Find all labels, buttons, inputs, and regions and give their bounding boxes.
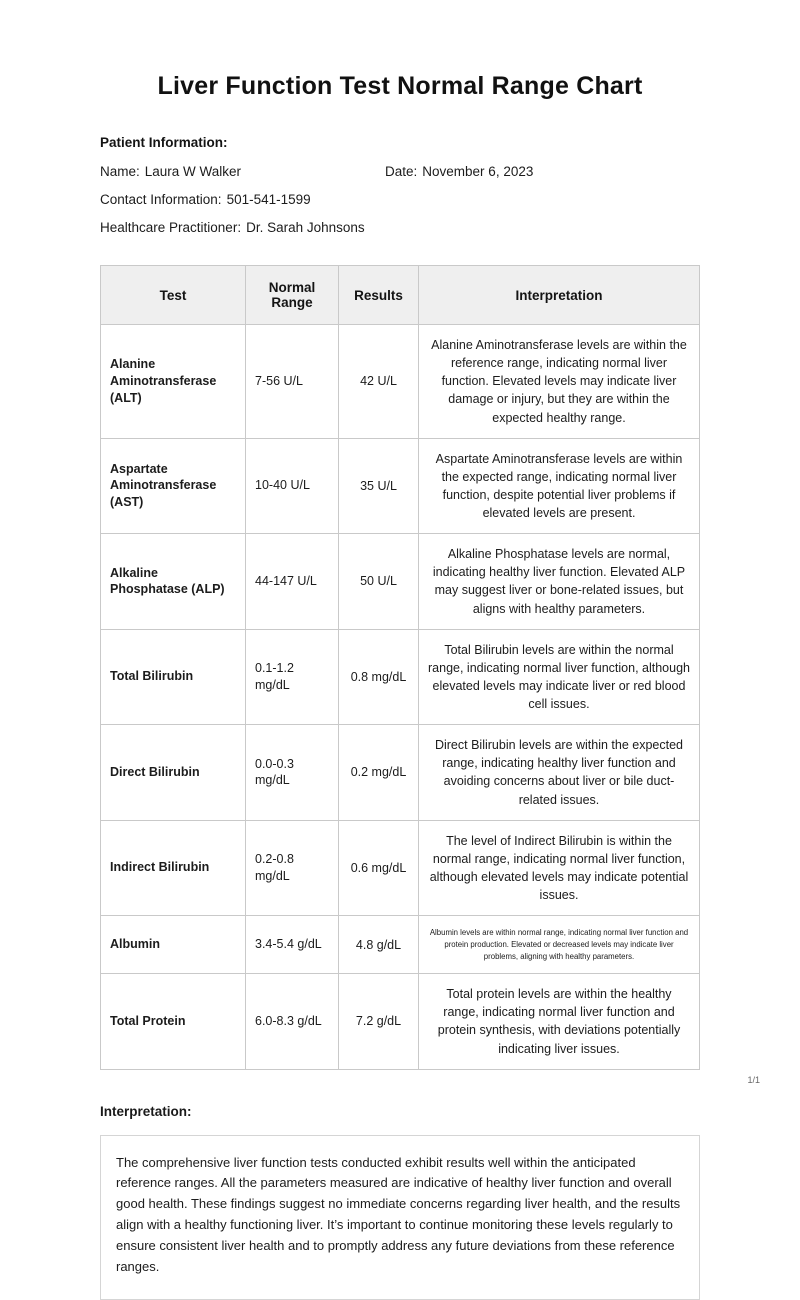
cell-interpretation: Alanine Aminotransferase levels are within the reference range, indicating normal liver function. Elevated levels may indicate liver damage or injury, but they are within the expected healthy range. — [419, 325, 700, 439]
table-row — [101, 974, 700, 1070]
column-header-interpretation: Interpretation — [419, 266, 700, 325]
cell-result: 0.6 mg/dL — [339, 820, 419, 916]
date-label: Date: — [385, 164, 418, 179]
table-row — [101, 820, 700, 916]
patient-row-name-date — [100, 164, 700, 179]
cell-result: 0.8 mg/dL — [339, 629, 419, 725]
interpretation-text: The comprehensive liver function tests conducted exhibit results well within the anticipated reference ranges. All the parameters measured are indicative of healthy liver function and overall good health. These findings suggest no immediate concerns regarding liver health, and the results align with a healthy functioning liver. It’s important to continue monitoring these levels regularly to ensure consistent liver health and to promptly address any future deviations from these reference ranges. — [100, 1135, 700, 1300]
name-value: Laura W Walker — [144, 164, 242, 179]
contact-label: Contact Information: — [100, 192, 222, 207]
table-row — [101, 916, 700, 974]
column-header-test: Test — [101, 266, 246, 325]
cell-range: 44-147 U/L — [246, 534, 339, 630]
liver-function-test-table — [100, 265, 700, 1070]
cell-result: 0.2 mg/dL — [339, 725, 419, 821]
cell-interpretation: Alkaline Phosphatase levels are normal, indicating healthy liver function. Elevated ALP may suggest liver or bone-related issues, but aligns with healthy parameters. — [419, 534, 700, 630]
table-row — [101, 325, 700, 439]
patient-name-group — [100, 164, 385, 179]
cell-interpretation: Total Bilirubin levels are within the normal range, indicating normal liver function, although elevated levels may indicate liver or red blood cell issues. — [419, 629, 700, 725]
cell-range: 0.0-0.3 mg/dL — [246, 725, 339, 821]
cell-interpretation: Aspartate Aminotransferase levels are within the expected range, indicating normal liver function, despite potential liver problems if elevated levels are present. — [419, 438, 700, 534]
interpretation-heading: Interpretation: — [100, 1103, 192, 1119]
patient-date-group — [385, 164, 533, 179]
cell-test: Indirect Bilirubin — [101, 820, 246, 916]
table-row — [101, 629, 700, 725]
cell-interpretation: The level of Indirect Bilirubin is within the normal range, indicating normal liver function, although elevated levels may indicate potential issues. — [419, 820, 700, 916]
patient-row-practitioner — [100, 220, 700, 235]
cell-interpretation: Direct Bilirubin levels are within the expected range, indicating healthy liver function and avoiding concerns about liver or bile duct-related issues. — [419, 725, 700, 821]
cell-test: Total Bilirubin — [101, 629, 246, 725]
practitioner-value: Dr. Sarah Johnsons — [246, 220, 365, 235]
cell-test: Albumin — [101, 916, 246, 974]
cell-range: 6.0-8.3 g/dL — [246, 974, 339, 1070]
cell-test: Aspartate Aminotransferase (AST) — [101, 438, 246, 534]
cell-result: 4.8 g/dL — [339, 916, 419, 974]
table-row — [101, 438, 700, 534]
cell-range: 10-40 U/L — [246, 438, 339, 534]
patient-information-label: Patient Information: — [100, 135, 228, 150]
cell-result: 50 U/L — [339, 534, 419, 630]
practitioner-label: Healthcare Practitioner: — [100, 220, 242, 235]
cell-result: 35 U/L — [339, 438, 419, 534]
cell-result: 42 U/L — [339, 325, 419, 439]
cell-interpretation: Albumin levels are within normal range, indicating normal liver function and protein production. Elevated or decreased levels may indicate liver problems, aligning with healthy parameters. — [419, 916, 700, 974]
date-value: November 6, 2023 — [422, 164, 534, 179]
cell-test: Total Protein — [101, 974, 246, 1070]
cell-range: 0.1-1.2 mg/dL — [246, 629, 339, 725]
table-header-row — [101, 266, 700, 325]
cell-result: 7.2 g/dL — [339, 974, 419, 1070]
name-label: Name: — [100, 164, 140, 179]
cell-test: Alanine Aminotransferase (ALT) — [101, 325, 246, 439]
cell-range: 3.4-5.4 g/dL — [246, 916, 339, 974]
cell-interpretation: Total protein levels are within the healthy range, indicating normal liver function and protein synthesis, with deviations potentially indicating liver issues. — [419, 974, 700, 1070]
table-row — [101, 534, 700, 630]
cell-range: 0.2-0.8 mg/dL — [246, 820, 339, 916]
table-row — [101, 725, 700, 821]
patient-row-contact — [100, 192, 700, 207]
column-header-normal-range: Normal Range — [246, 266, 339, 325]
page-number: 1/1 — [747, 1075, 760, 1085]
column-header-results: Results — [339, 266, 419, 325]
cell-test: Alkaline Phosphatase (ALP) — [101, 534, 246, 630]
page-title: Liver Function Test Normal Range Chart — [157, 72, 643, 100]
contact-value: 501-541-1599 — [226, 192, 311, 207]
cell-test: Direct Bilirubin — [101, 725, 246, 821]
patient-information-block — [100, 164, 700, 235]
cell-range: 7-56 U/L — [246, 325, 339, 439]
